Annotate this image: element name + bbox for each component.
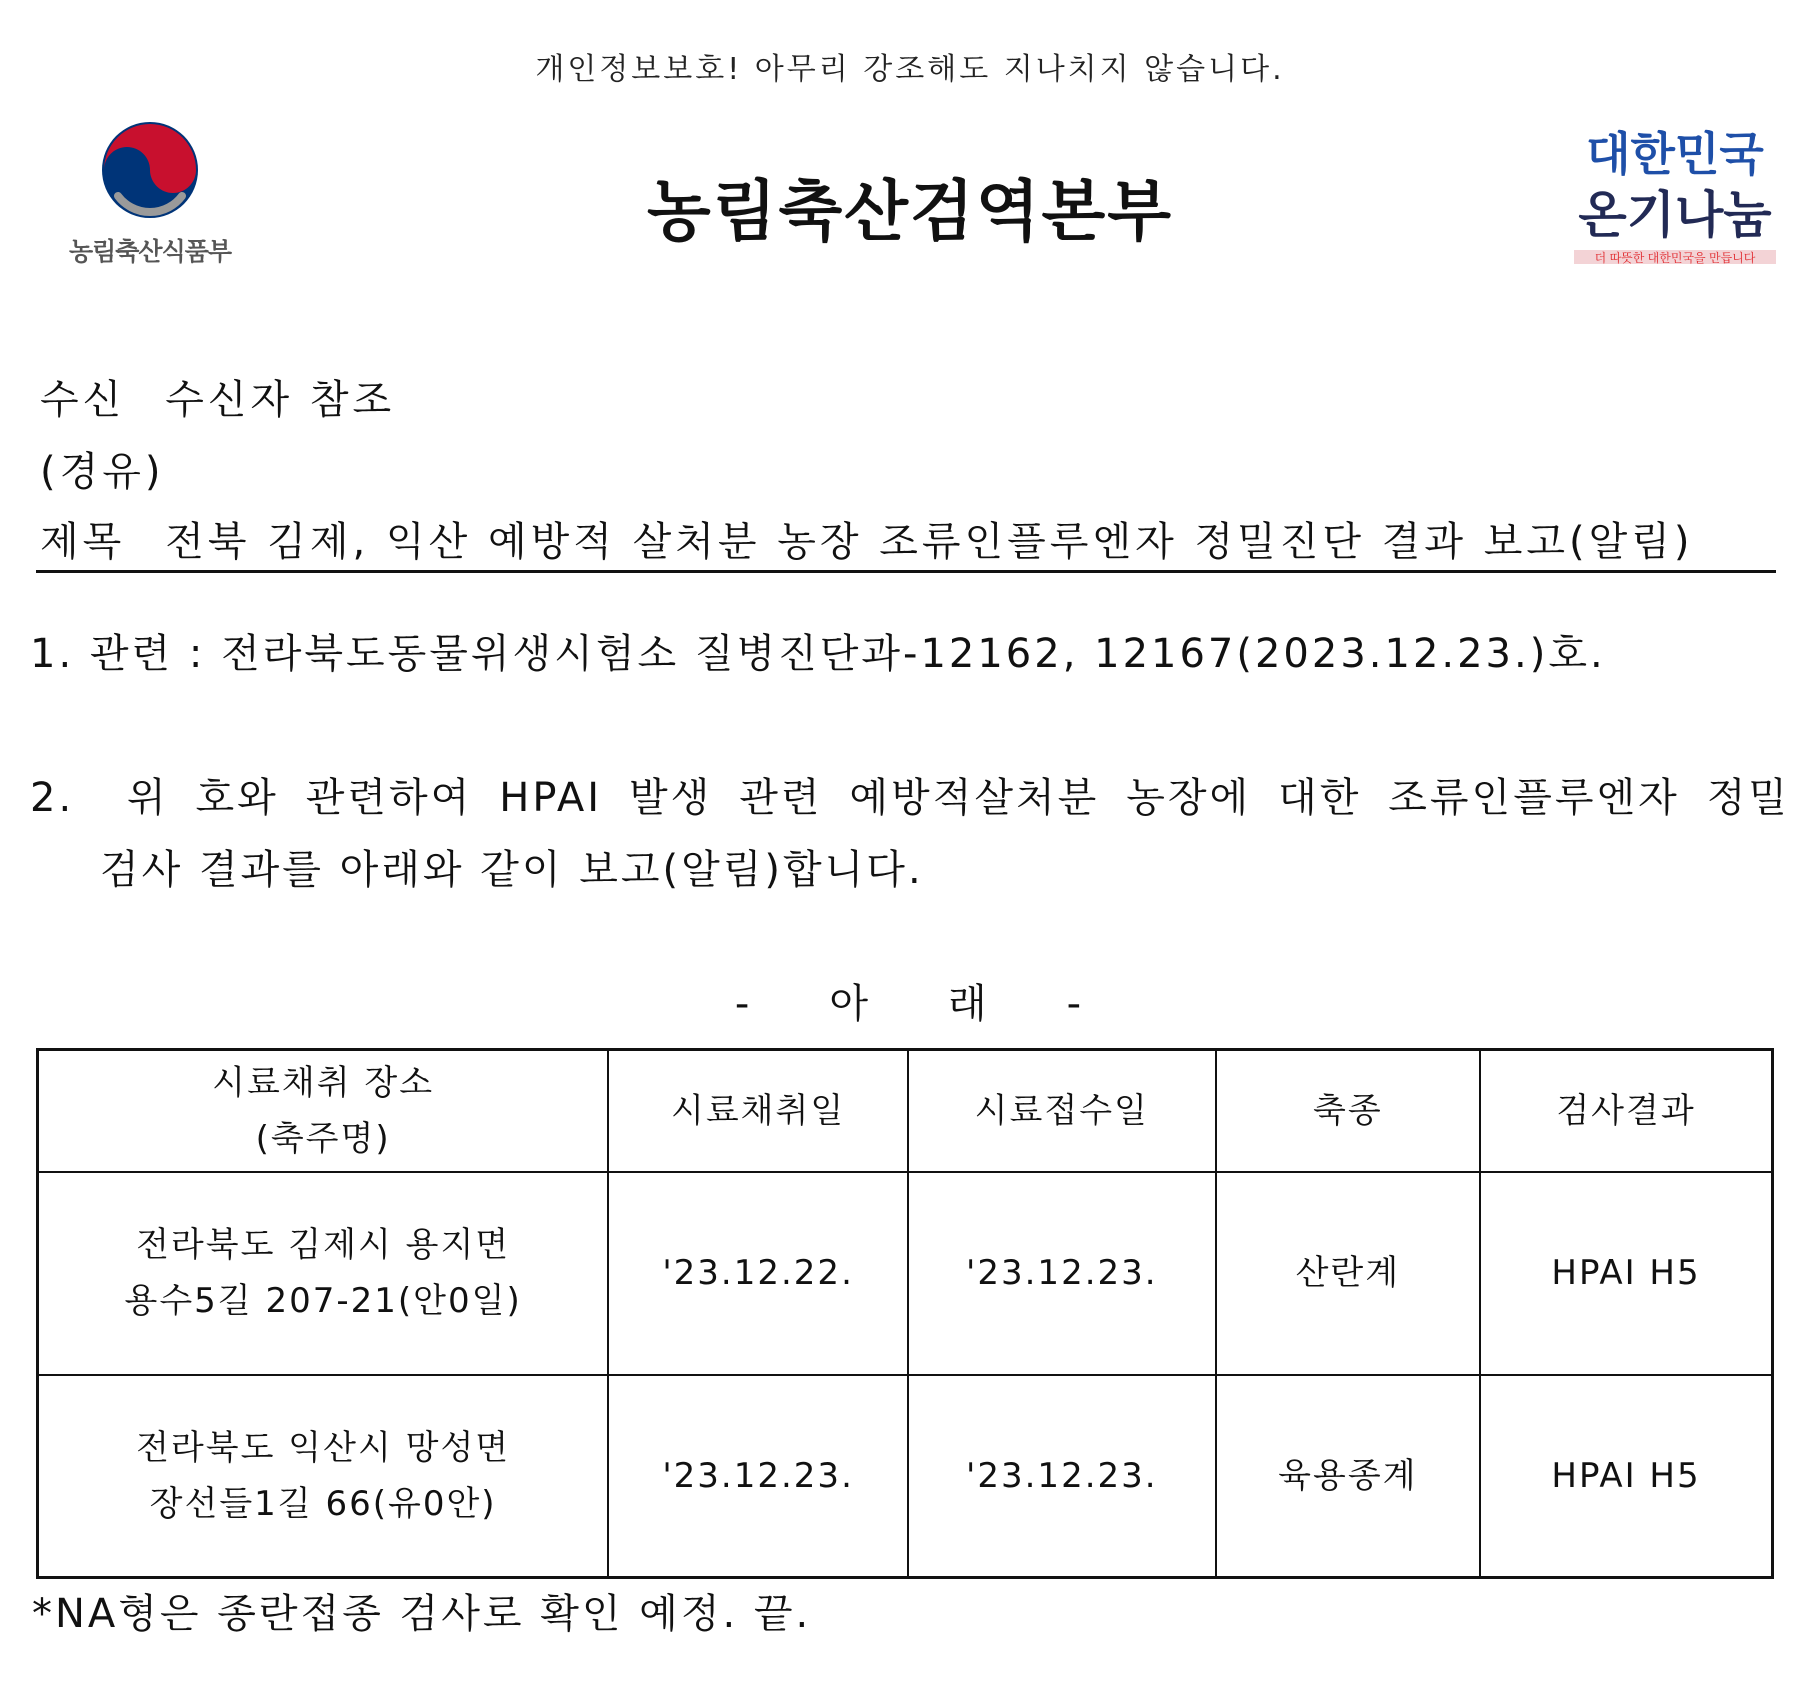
word: 발생 [628, 775, 713, 821]
memo-recipient [40, 368, 1780, 425]
campaign-logo-line2: 온기나눔 [1578, 187, 1772, 243]
memo-via: (경유) [40, 449, 165, 495]
recipient-label: 수신 [40, 377, 126, 423]
word: 대한 [1278, 775, 1362, 821]
word: 조류인플루엔자 [1388, 775, 1680, 821]
header-place: 시료채취 장소 (축주명) [38, 1050, 609, 1172]
header-result: 검사결과 [1480, 1050, 1772, 1172]
cell-place: 전라북도 김제시 용지면 용수5길 207-21(안0일) [38, 1172, 609, 1375]
memo-subject [40, 510, 1780, 567]
header-received: 시료접수일 [908, 1050, 1216, 1172]
table-row [38, 1375, 1773, 1578]
paragraph-report-line2: 검사 결과를 아래와 같이 보고(알림)합니다. [100, 847, 924, 893]
header-collected: 시료채취일 [608, 1050, 908, 1172]
table-header-row [38, 1050, 1773, 1172]
recipient-value: 수신자 참조 [165, 377, 396, 423]
word: 예방적살처분 [849, 775, 1100, 821]
heading-char: 아 [829, 981, 872, 1027]
campaign-logo [1560, 110, 1790, 290]
word: 호와 [195, 775, 279, 821]
cell-result: HPAI H5 [1480, 1172, 1772, 1375]
word: 관련하여 [305, 775, 473, 821]
cell-collected: '23.12.22. [608, 1172, 908, 1375]
cell-species: 육용종계 [1216, 1375, 1480, 1578]
privacy-banner: 개인정보보호! 아무리 강조해도 지나치지 않습니다. [535, 52, 1285, 87]
footnote: *NA형은 종란접종 검사로 확인 예정. 끝. [32, 1591, 812, 1637]
table-row [38, 1172, 1773, 1375]
cell-result: HPAI H5 [1480, 1375, 1772, 1578]
campaign-logo-line1: 대한민국 [1586, 128, 1764, 180]
paragraph-number: 2. [30, 775, 75, 821]
results-table [36, 1048, 1774, 1579]
subject-value: 전북 김제, 익산 예방적 살처분 농장 조류인플루엔자 정밀진단 결과 보고(알림) [165, 519, 1694, 565]
header-species: 축종 [1216, 1050, 1480, 1172]
paragraph-related: 1. 관련 : 전라북도동물위생시험소 질병진단과-12162, 12167(2023.12.23.)호. [30, 631, 1606, 677]
word: 관련 [739, 775, 823, 821]
word: 정밀 [1706, 775, 1790, 821]
heading-dash: - [1066, 981, 1086, 1027]
word: HPAI [499, 775, 603, 821]
cell-received: '23.12.23. [908, 1375, 1216, 1578]
heading-char: 래 [948, 981, 991, 1027]
cell-species: 산란계 [1216, 1172, 1480, 1375]
word: 농장에 [1126, 775, 1252, 821]
paragraph-report-line1 [30, 762, 1790, 834]
paragraph-report [30, 762, 1790, 906]
cell-place: 전라북도 익산시 망성면 장선들1길 66(유0안) [38, 1375, 609, 1578]
heading-dash: - [734, 981, 754, 1027]
word: 위 [126, 775, 169, 821]
cell-collected: '23.12.23. [608, 1375, 908, 1578]
agency-title: 농림축산검역본부 [646, 173, 1174, 250]
ministry-name: 농림축산식품부 [68, 237, 232, 266]
cell-received: '23.12.23. [908, 1172, 1216, 1375]
subject-divider [36, 570, 1776, 573]
campaign-logo-tagline: 더 따뜻한 대한민국을 만듭니다 [1594, 251, 1756, 265]
notice-heading [0, 972, 1820, 1029]
subject-label: 제목 [40, 519, 126, 565]
